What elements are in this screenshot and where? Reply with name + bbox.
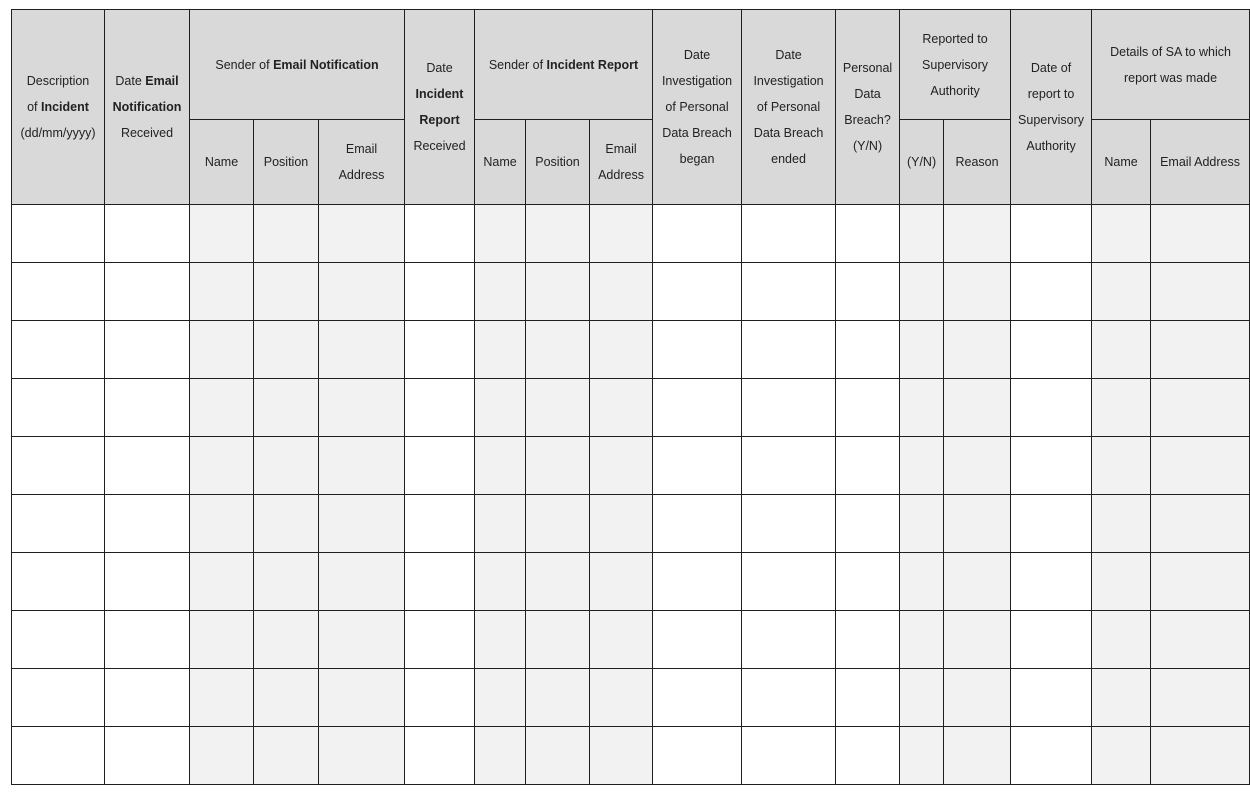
header-details-sa: Details of SA to which report was made [1092,10,1250,120]
cell-breach[interactable] [836,321,900,379]
header-reported-to-sa: Reported to Supervisory Authority [900,10,1011,120]
table-row [12,437,1250,495]
cell-inv-ended[interactable] [742,205,836,263]
cell-email-name[interactable] [190,669,254,727]
cell-inv-ended[interactable] [742,379,836,437]
cell-inv-began[interactable] [653,263,742,321]
subheader-email-name: Name [190,120,254,205]
cell-breach[interactable] [836,669,900,727]
cell-incident-position[interactable] [526,727,590,785]
cell-breach[interactable] [836,727,900,785]
cell-email-name[interactable] [190,727,254,785]
cell-email-address[interactable] [319,263,405,321]
cell-date-email[interactable] [105,553,190,611]
cell-inv-ended[interactable] [742,727,836,785]
cell-incident-position[interactable] [526,321,590,379]
cell-email-position[interactable] [254,669,319,727]
cell-date-incident[interactable] [405,727,475,785]
cell-inv-began[interactable] [653,611,742,669]
cell-date-report-sa[interactable] [1011,263,1092,321]
cell-email-address[interactable] [319,437,405,495]
cell-inv-began[interactable] [653,321,742,379]
cell-date-email[interactable] [105,727,190,785]
cell-incident-name[interactable] [475,321,526,379]
cell-description[interactable] [12,611,105,669]
cell-email-name[interactable] [190,321,254,379]
incident-register [11,9,1250,785]
cell-description[interactable] [12,205,105,263]
cell-sa-email[interactable] [1151,611,1250,669]
cell-sa-name[interactable] [1092,553,1151,611]
cell-email-position[interactable] [254,379,319,437]
cell-incident-address[interactable] [590,205,653,263]
cell-inv-ended[interactable] [742,437,836,495]
cell-breach[interactable] [836,553,900,611]
cell-breach[interactable] [836,205,900,263]
cell-sa-name[interactable] [1092,205,1151,263]
table-body [12,205,1250,785]
subheader-email-position: Position [254,120,319,205]
header-description: Description of Incident (dd/mm/yyyy) [12,10,105,205]
cell-breach[interactable] [836,611,900,669]
cell-date-incident[interactable] [405,321,475,379]
cell-reported-yn[interactable] [900,495,944,553]
table-row [12,263,1250,321]
cell-inv-ended[interactable] [742,321,836,379]
cell-inv-ended[interactable] [742,611,836,669]
cell-date-report-sa[interactable] [1011,437,1092,495]
cell-inv-ended[interactable] [742,669,836,727]
cell-date-report-sa[interactable] [1011,321,1092,379]
header-date-incident-received: Date Incident Report Received [405,10,475,205]
cell-description[interactable] [12,669,105,727]
cell-incident-name[interactable] [475,611,526,669]
cell-email-position[interactable] [254,611,319,669]
cell-reported-yn[interactable] [900,437,944,495]
cell-date-email[interactable] [105,205,190,263]
cell-date-report-sa[interactable] [1011,495,1092,553]
cell-incident-position[interactable] [526,553,590,611]
cell-description[interactable] [12,727,105,785]
cell-sa-email[interactable] [1151,437,1250,495]
cell-reported-yn[interactable] [900,263,944,321]
cell-incident-address[interactable] [590,495,653,553]
header-sender-incident: Sender of Incident Report [475,10,653,120]
cell-date-email[interactable] [105,669,190,727]
cell-email-address[interactable] [319,321,405,379]
cell-incident-position[interactable] [526,495,590,553]
cell-incident-address[interactable] [590,379,653,437]
cell-reported-reason[interactable] [944,727,1011,785]
cell-description[interactable] [12,553,105,611]
header-investigation-ended: Date Investigation of Personal Data Breach ended [742,10,836,205]
cell-incident-name[interactable] [475,437,526,495]
cell-date-incident[interactable] [405,553,475,611]
cell-reported-yn[interactable] [900,321,944,379]
cell-email-name[interactable] [190,611,254,669]
cell-description[interactable] [12,437,105,495]
cell-sa-email[interactable] [1151,263,1250,321]
cell-sa-name[interactable] [1092,611,1151,669]
cell-email-position[interactable] [254,205,319,263]
cell-email-name[interactable] [190,553,254,611]
cell-email-name[interactable] [190,205,254,263]
cell-breach[interactable] [836,437,900,495]
cell-date-incident[interactable] [405,611,475,669]
cell-date-report-sa[interactable] [1011,379,1092,437]
header-date-email-received: Date Email Notification Received [105,10,190,205]
cell-email-address[interactable] [319,727,405,785]
cell-email-name[interactable] [190,379,254,437]
subheader-email-address: Email Address [319,120,405,205]
cell-incident-position[interactable] [526,263,590,321]
cell-incident-name[interactable] [475,263,526,321]
cell-email-position[interactable] [254,553,319,611]
cell-incident-name[interactable] [475,495,526,553]
cell-inv-ended[interactable] [742,263,836,321]
cell-inv-began[interactable] [653,727,742,785]
cell-sa-email[interactable] [1151,321,1250,379]
cell-incident-position[interactable] [526,611,590,669]
breach-log-table [11,9,1250,785]
cell-date-report-sa[interactable] [1011,611,1092,669]
cell-sa-name[interactable] [1092,669,1151,727]
cell-date-incident[interactable] [405,669,475,727]
cell-reported-reason[interactable] [944,437,1011,495]
cell-sa-email[interactable] [1151,379,1250,437]
cell-inv-began[interactable] [653,495,742,553]
cell-sa-email[interactable] [1151,727,1250,785]
cell-reported-yn[interactable] [900,727,944,785]
cell-description[interactable] [12,263,105,321]
cell-sa-name[interactable] [1092,321,1151,379]
table-row [12,611,1250,669]
cell-email-position[interactable] [254,263,319,321]
subheader-incident-address: Email Address [590,120,653,205]
cell-reported-reason[interactable] [944,263,1011,321]
header-personal-data-breach: Personal Data Breach? (Y/N) [836,10,900,205]
cell-email-position[interactable] [254,495,319,553]
cell-inv-ended[interactable] [742,495,836,553]
cell-sa-email[interactable] [1151,553,1250,611]
cell-sa-name[interactable] [1092,263,1151,321]
cell-description[interactable] [12,379,105,437]
cell-date-email[interactable] [105,611,190,669]
cell-date-email[interactable] [105,437,190,495]
cell-incident-position[interactable] [526,437,590,495]
cell-sa-name[interactable] [1092,495,1151,553]
cell-incident-name[interactable] [475,205,526,263]
subheader-sa-email: Email Address [1151,120,1250,205]
cell-description[interactable] [12,321,105,379]
header-investigation-began: Date Investigation of Personal Data Breach began [653,10,742,205]
cell-email-address[interactable] [319,495,405,553]
cell-email-address[interactable] [319,669,405,727]
cell-inv-began[interactable] [653,553,742,611]
cell-date-email[interactable] [105,495,190,553]
cell-email-address[interactable] [319,205,405,263]
table-row [12,669,1250,727]
subheader-sa-name: Name [1092,120,1151,205]
cell-incident-address[interactable] [590,321,653,379]
cell-reported-yn[interactable] [900,205,944,263]
cell-incident-address[interactable] [590,263,653,321]
cell-email-position[interactable] [254,321,319,379]
cell-date-email[interactable] [105,379,190,437]
cell-email-position[interactable] [254,437,319,495]
cell-inv-began[interactable] [653,669,742,727]
header-date-report-sa: Date of report to Supervisory Authority [1011,10,1092,205]
cell-incident-position[interactable] [526,205,590,263]
subheader-incident-name: Name [475,120,526,205]
cell-sa-email[interactable] [1151,669,1250,727]
subheader-reported-reason: Reason [944,120,1011,205]
table-row [12,379,1250,437]
table-row [12,727,1250,785]
cell-email-position[interactable] [254,727,319,785]
cell-incident-address[interactable] [590,669,653,727]
cell-email-address[interactable] [319,611,405,669]
cell-sa-name[interactable] [1092,437,1151,495]
table-row [12,553,1250,611]
cell-date-incident[interactable] [405,263,475,321]
cell-inv-began[interactable] [653,205,742,263]
cell-breach[interactable] [836,495,900,553]
cell-date-email[interactable] [105,263,190,321]
cell-inv-began[interactable] [653,379,742,437]
cell-reported-reason[interactable] [944,611,1011,669]
cell-incident-address[interactable] [590,437,653,495]
cell-reported-reason[interactable] [944,205,1011,263]
cell-reported-reason[interactable] [944,495,1011,553]
cell-date-incident[interactable] [405,495,475,553]
cell-email-name[interactable] [190,437,254,495]
header-sender-email: Sender of Email Notification [190,10,405,120]
cell-incident-name[interactable] [475,669,526,727]
cell-date-report-sa[interactable] [1011,205,1092,263]
cell-date-email[interactable] [105,321,190,379]
table-row [12,205,1250,263]
cell-sa-email[interactable] [1151,495,1250,553]
cell-email-address[interactable] [319,379,405,437]
cell-breach[interactable] [836,263,900,321]
cell-incident-position[interactable] [526,379,590,437]
cell-incident-address[interactable] [590,611,653,669]
subheader-incident-position: Position [526,120,590,205]
table-row [12,495,1250,553]
cell-reported-yn[interactable] [900,611,944,669]
subheader-reported-yn: (Y/N) [900,120,944,205]
cell-date-incident[interactable] [405,205,475,263]
cell-email-address[interactable] [319,553,405,611]
cell-incident-name[interactable] [475,379,526,437]
table-row [12,321,1250,379]
cell-sa-name[interactable] [1092,379,1151,437]
cell-breach[interactable] [836,379,900,437]
cell-incident-name[interactable] [475,727,526,785]
cell-reported-reason[interactable] [944,553,1011,611]
cell-email-name[interactable] [190,495,254,553]
cell-date-report-sa[interactable] [1011,727,1092,785]
cell-date-incident[interactable] [405,379,475,437]
cell-reported-yn[interactable] [900,669,944,727]
cell-inv-ended[interactable] [742,553,836,611]
cell-sa-email[interactable] [1151,205,1250,263]
cell-description[interactable] [12,495,105,553]
cell-sa-name[interactable] [1092,727,1151,785]
cell-date-report-sa[interactable] [1011,669,1092,727]
cell-reported-reason[interactable] [944,379,1011,437]
cell-incident-address[interactable] [590,727,653,785]
cell-incident-address[interactable] [590,553,653,611]
cell-email-name[interactable] [190,263,254,321]
cell-reported-reason[interactable] [944,669,1011,727]
cell-incident-position[interactable] [526,669,590,727]
cell-date-report-sa[interactable] [1011,553,1092,611]
cell-inv-began[interactable] [653,437,742,495]
cell-date-incident[interactable] [405,437,475,495]
cell-incident-name[interactable] [475,553,526,611]
cell-reported-yn[interactable] [900,553,944,611]
cell-reported-yn[interactable] [900,379,944,437]
cell-reported-reason[interactable] [944,321,1011,379]
